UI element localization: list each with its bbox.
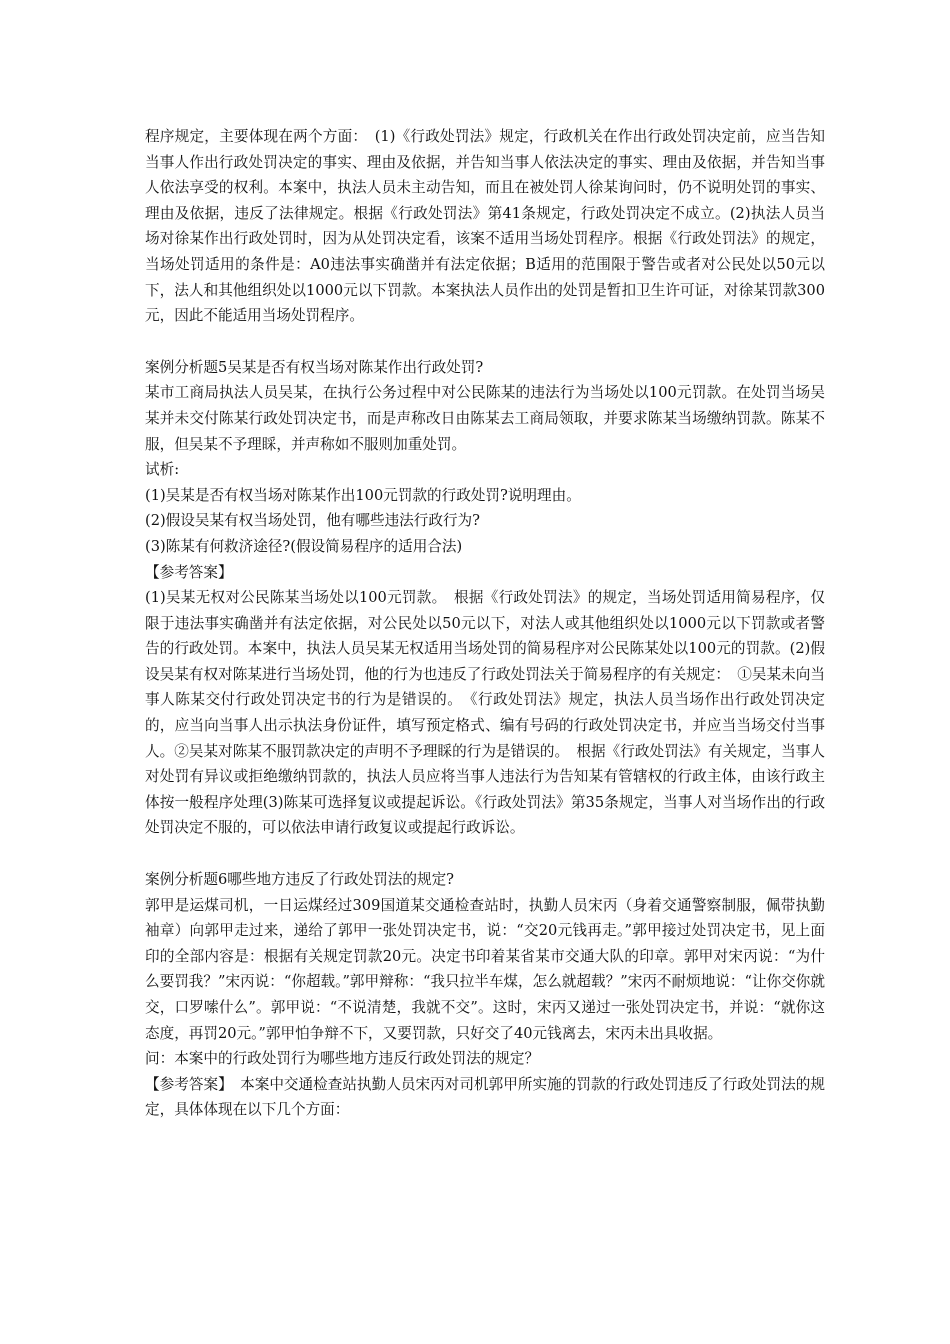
case-5-heading: 案例分析题5吴某是否有权当场对陈某作出行政处罚? bbox=[145, 358, 484, 376]
case-5-question-2: (2)假设吴某有权当场处罚，他有哪些违法行政行为? bbox=[145, 512, 480, 530]
case-6-heading: 案例分析题6哪些地方违反了行政处罚法的规定? bbox=[145, 871, 454, 889]
case-5-question-3: (3)陈某有何救济途径?(假设简易程序的适用合法) bbox=[145, 537, 463, 555]
case-5-question-1: (1)吴某是否有权当场对陈某作出100元罚款的行政处罚?说明理由。 bbox=[145, 486, 581, 504]
case-5-answer-body: (1)吴某无权对公民陈某当场处以100元罚款。 根据《行政处罚法》的规定，当场处罚适用简易程序，仅限于违法事实确凿并有法定依据，对公民处以50元以下，对法人或其他组织处以1000元以下罚款或者警告的行政处罚。本案中，执法人员吴某无权适用当场处罚的简易程序对公民陈某处以100元的罚款。(2)假设吴某有权对陈某进行当场处罚，他的行为也违反了行政处罚法关于简易程序的有关规定： ①吴某未向当事人陈某交付行政处罚决定书的行为是错误的。 《行政处罚法》规定，执法人员当场作出行政处罚决定的，应当向当事人出示执法身份证件，填写预定格式、编有号码的行政处罚决定书，并应当当场交付当事人。②吴某对陈某不服罚款决定的声明不予理睬的行为是错误的。 根据《行政处罚法》有关规定，当事人对处罚有异议或拒绝缴纳罚款的，执法人员应将当事人违法行为告知某有管辖权的行政主体，由该行政主体按一般程序处理(3)陈某可选择复议或提起诉讼。《行政处罚法》第35条规定，当事人对当场作出的行政处罚决定不服的，可以依法申请行政复议或提起行政诉讼。 bbox=[145, 589, 825, 837]
paragraph-gap bbox=[145, 841, 825, 867]
case-5-answer-label: 【参考答案】 bbox=[145, 563, 233, 581]
case-6-question: 问：本案中的行政处罚行为哪些地方违反行政处罚法的规定？ bbox=[145, 1050, 540, 1068]
document-page bbox=[145, 124, 825, 1123]
case-5-analyze-label: 试析: bbox=[145, 461, 180, 479]
case-6-answer: 【参考答案】 本案中交通检查站执勤人员宋丙对司机郭甲所实施的罚款的行政处罚违反了行政处罚法的规定，具体体现在以下几个方面： bbox=[145, 1075, 825, 1119]
case-6-facts: 郭甲是运煤司机，一日运煤经过309国道某交通检查站时，执勤人员宋丙（身着交通警察制服，佩带执勤袖章）向郭甲走过来，递给了郭甲一张处罚决定书，说：“交20元钱再走。”郭甲接过处罚决定书，见上面印的全部内容是：根据有关规定罚款20元。决定书印着某省某市交通大队的印章。郭甲对宋丙说：“为什么要罚我？”宋丙说：“你超载。”郭甲辩称：“我只拉半车煤，怎么就超载？”宋丙不耐烦地说：“让你交你就交，口罗嗦什么”。郭甲说：“不说清楚，我就不交”。这时，宋丙又递过一张处罚决定书，并说：“就你这态度，再罚20元。”郭甲怕争辩不下，又要罚款，只好交了40元钱离去，宋丙未出具收据。 bbox=[145, 896, 825, 1042]
case-5-facts: 某市工商局执法人员吴某，在执行公务过程中对公民陈某的违法行为当场处以100元罚款。在处罚当场吴某并未交付陈某行政处罚决定书，而是声称改日由陈某去工商局领取，并要求陈某当场缴纳罚款。陈某不服，但吴某不予理睬，并声称如不服则加重处罚。 bbox=[145, 384, 825, 453]
paragraph-gap bbox=[145, 329, 825, 355]
paragraph-intro-procedure: 程序规定，主要体现在两个方面： (1)《行政处罚法》规定，行政机关在作出行政处罚决定前，应当告知当事人作出行政处罚决定的事实、理由及依据，并告知当事人依法决定的事实、理由及依据，并告知当事人依法享受的权利。本案中，执法人员未主动告知，而且在被处罚人徐某询问时，仍不说明处罚的事实、理由及依据，违反了法律规定。根据《行政处罚法》第41条规定，行政处罚决定不成立。(2)执法人员当场对徐某作出行政处罚时，因为从处罚决定看，该案不适用当场处罚程序。根据《行政处罚法》的规定，当场处罚适用的条件是：A0违法事实确凿并有法定依据；B适用的范围限于警告或者对公民处以50元以下，法人和其他组织处以1000元以下罚款。本案执法人员作出的处罚是暂扣卫生许可证，对徐某罚款300元，因此不能适用当场处罚程序。 bbox=[145, 128, 825, 325]
